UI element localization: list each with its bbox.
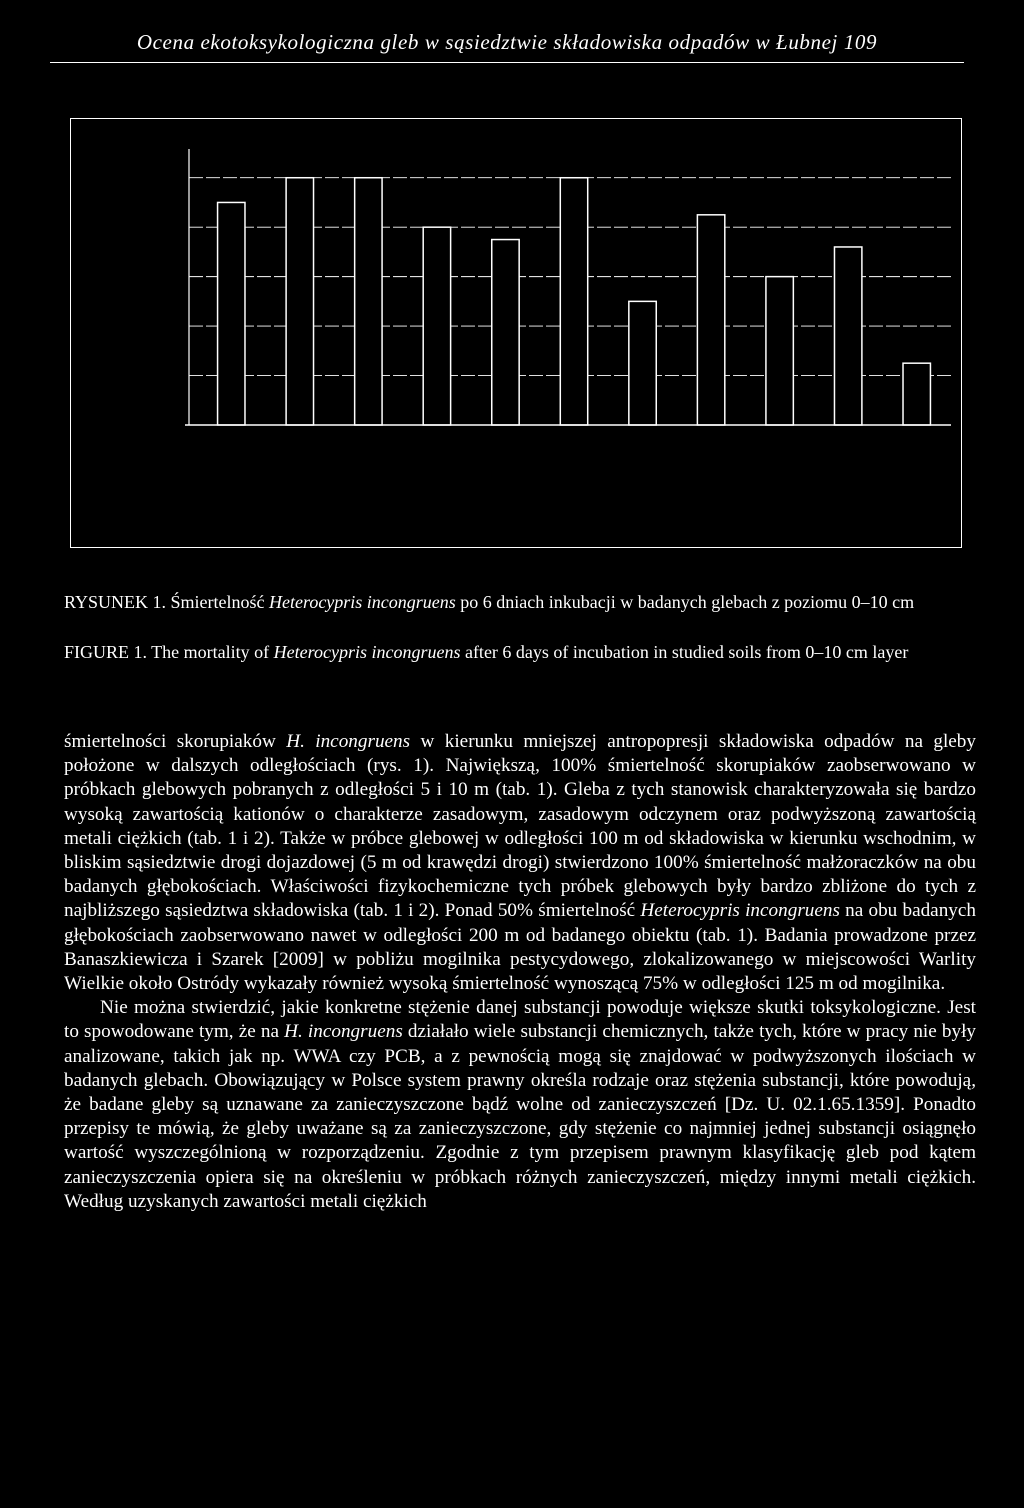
bar-2 xyxy=(286,178,313,425)
p1-species-1: H. incongruens xyxy=(286,731,411,752)
p2-species-1: H. incongruens xyxy=(284,1021,403,1043)
p2-text-1: Nie można stwierdzić, jakie konkretne stężenie danej substancji powoduje większe skutki toksykologiczne. Jest to spowodowane tym, że na xyxy=(64,997,976,1043)
caption-en-species: Heterocypris incongruens xyxy=(273,642,461,662)
bar-3 xyxy=(355,178,382,425)
mortality-bar-chart xyxy=(71,119,961,547)
p1-species-2: Heterocypris incongruens xyxy=(640,900,840,922)
header-rule xyxy=(50,62,964,63)
bar-8 xyxy=(697,215,724,425)
figure-caption-pl xyxy=(64,591,974,614)
caption-en-suffix: after 6 days of incubation in studied soils from 0–10 cm layer xyxy=(460,642,909,662)
bar-5 xyxy=(492,240,519,425)
bar-9 xyxy=(766,277,793,425)
caption-pl-species: Heterocypris incongruens xyxy=(269,592,456,612)
running-header: Ocena ekotoksykologiczna gleb w sąsiedztwie składowiska odpadów w Łubnej 109 xyxy=(136,30,878,54)
caption-pl-prefix: RYSUNEK 1. Śmiertelność xyxy=(64,592,269,612)
p1-text-3: na obu badanych głębokościach zaobserwowano nawet w odległości 200 m od badanego obiektu (tab. 1). Badania prowadzone przez Banaszkiewicza i Szarek [2009] w pobliżu mogilnika pestycydowego, zlokalizowanego w miejscowości Warlity Wielkie około Ostródy wykazały również wysoką śmiertelność wynoszącą 75% w odległości 125 m od mogilnika. xyxy=(64,900,976,995)
p1-text-2: w kierunku mniejszej antropopresji składowiska odpadów na gleby położone w dalszych odległościach (rys. 1). Największą, 100% śmiertelność skorupiaków zaobserwowano w próbkach glebowych pobranych z odległości 5 i 10 m (tab. 1). Gleba z tych stanowisk charakteryzowała się bardzo wysoką zawartością kationów o charakterze zasadowym, zasadowym odczynem oraz podwyższoną zawartością metali ciężkich (tab. 1 i 2). Także w próbce glebowej w odległości 100 m od składowiska w kierunku wschodnim, w bliskim sąsiedztwie drogi dojazdowej (5 m od krawędzi drogi) stwierdzono 100% śmiertelność małżoraczków na obu badanych głębokościach. Właściwości fizykochemiczne tych próbek glebowych były bardzo zbliżone do tych z najbliższego sąsiedztwa składowiska (tab. 1 i 2). Ponad 50% śmiertelność xyxy=(64,731,976,922)
caption-en-prefix: FIGURE 1. The mortality of xyxy=(64,642,274,662)
bar-10 xyxy=(834,247,861,425)
p2-text-2: działało wiele substancji chemicznych, także tych, które w pracy nie były analizowane, takich jak np. WWA czy PCB, a z pewnością mogą się znajdować w podwyższonych ilościach w badanych glebach. Obowiązujący w Polsce system prawny określa rodzaje oraz stężenia substancji, które powodują, że badane gleby są uznawane za zanieczyszczone bądź wolne od zanieczyszczeń [Dz. U. 02.1.65.1359]. Ponadto przepisy te mówią, że gleby uważane są za zanieczyszczone, gdy stężenie co najmniej jednej substancji osiągnęło wartość wyszczególnioną w rozporządzeniu. Zgodnie z tym przepisem prawnym klasyfikację gleb pod kątem zanieczyszczenia opiera się na określeniu w próbkach różnych zanieczyszczeń, między innymi metali ciężkich. Według uzyskanych zawartości metali ciężkich xyxy=(64,1021,977,1212)
bar-11 xyxy=(903,363,930,425)
p1-text-1: śmiertelności skorupiaków xyxy=(64,731,287,752)
paragraph-1 xyxy=(64,730,976,996)
body-text xyxy=(64,730,976,1214)
figure-caption-en xyxy=(64,641,974,664)
paragraph-2 xyxy=(64,996,976,1214)
caption-pl-suffix: po 6 dniach inkubacji w badanych glebach z poziomu 0–10 cm xyxy=(455,592,915,612)
bar-7 xyxy=(629,301,656,425)
bar-4 xyxy=(423,227,450,425)
bar-6 xyxy=(560,178,587,425)
bar-1 xyxy=(218,202,245,425)
figure-frame xyxy=(70,118,962,548)
